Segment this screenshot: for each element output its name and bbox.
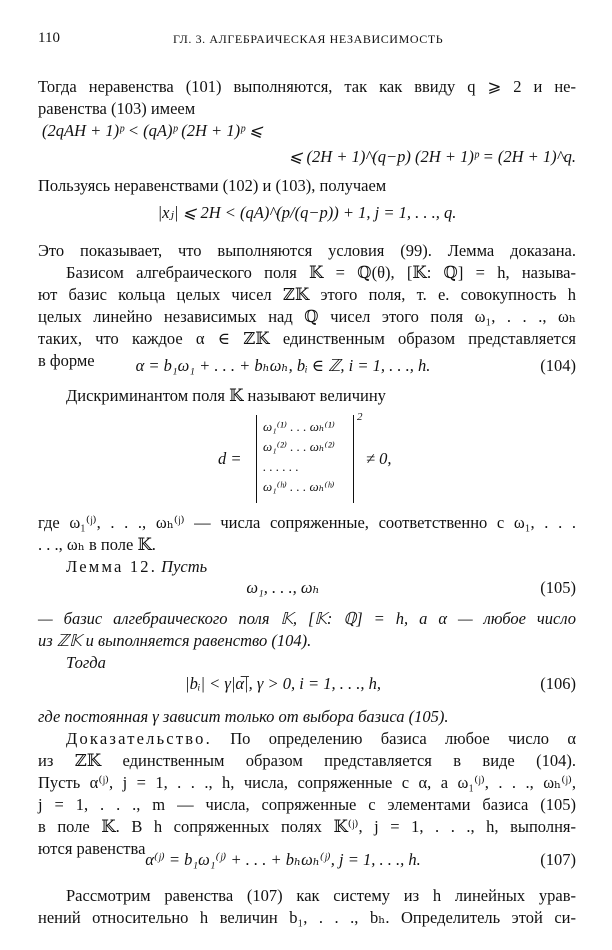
proof-paragraph [38, 728, 576, 860]
paragraph-linear-system [38, 885, 576, 929]
lemma-pust: Пусть [161, 557, 208, 576]
text-line: ются равенства [38, 839, 146, 858]
equation-line: (2qAH + 1)ᵖ < (qA)ᵖ (2H + 1)ᵖ ⩽ [42, 121, 263, 140]
equation-107 [38, 850, 576, 876]
equation-body: ω₁, . . ., ωₕ [246, 578, 320, 597]
equation-number: (104) [540, 356, 576, 375]
equation-body: |xⱼ| ⩽ 2H < (qA)^(p/(q−p)) + 1, j = 1, . . ., q. [157, 203, 457, 222]
text-line: — базис алгебраического поля 𝕂, [𝕂: ℚ] = h, а α — любое число [38, 609, 576, 628]
text-line: Это показывает, что выполняются условия (99). Лемма доказана. [38, 241, 576, 260]
page-header [38, 30, 576, 52]
text-line: ют базис кольца целых чисел ℤ𝕂 этого поля, т. е. совокупность h [38, 285, 576, 304]
text-line: в форме [38, 351, 95, 370]
text-line: j = 1, . . ., m — числа, сопряженные с элементами базиса (105) [38, 795, 576, 814]
equation-body: α = b₁ω₁ + . . . + bₕωₕ, bᵢ ∈ ℤ, i = 1, . . ., h. [135, 356, 431, 375]
equation-105 [38, 578, 576, 604]
determinant-rhs: ≠ 0, [366, 449, 392, 468]
text-line: Дискриминантом поля 𝕂 называют величину [66, 386, 386, 405]
equation-106 [38, 674, 576, 700]
text-line: По определению базиса любое число α [230, 729, 577, 748]
discriminant-determinant [218, 411, 418, 505]
text-line: . . ., ωₕ в поле 𝕂. [38, 535, 156, 554]
text-line: Тогда неравенства (101) выполняются, так как ввиду q ⩾ 2 и не- [38, 77, 576, 96]
text-line: Пользуясь неравенствами (102) и (103), получаем [38, 176, 387, 195]
running-title: ГЛ. 3. АЛГЕБРАИЧЕСКАЯ НЕЗАВИСИМОСТЬ [173, 32, 444, 46]
lemma-12-constant-note [38, 706, 576, 728]
text-line: в поле 𝕂. В h сопряженных полях 𝕂⁽ʲ⁾, j = 1, . . ., h, выполня- [38, 817, 576, 836]
text-line: где ω₁⁽ʲ⁾, . . ., ωₕ⁽ʲ⁾ — числа сопряженные, соответственно с ω₁, . . . [38, 513, 576, 532]
text-line: таких, что каждое α ∈ ℤ𝕂 единственным образом представляется [38, 329, 576, 348]
text-line: Рассмотрим равенства (107) как систему из h линейных урав- [66, 886, 576, 905]
lemma-12-statement [38, 608, 576, 674]
equation-body: α⁽ʲ⁾ = b₁ω₁⁽ʲ⁾ + . . . + bₕωₕ⁽ʲ⁾, j = 1, . . ., h. [145, 850, 421, 869]
text-line: из ℤ𝕂 и выполняется равенство (104). [38, 631, 312, 650]
lemma-12-heading [38, 556, 576, 578]
determinant-exponent: 2 [357, 411, 363, 423]
paragraph-lemma-proved [38, 240, 576, 262]
equation-104 [38, 356, 576, 382]
text-line: равенства (103) имеем [38, 99, 196, 118]
text-line: Пусть α⁽ʲ⁾, j = 1, . . ., h, числа, сопряженные с α, а ω₁⁽ʲ⁾, . . ., ωₕ⁽ʲ⁾, [38, 773, 576, 792]
paragraph-inequalities-intro [38, 76, 576, 120]
equation-line: ⩽ (2H + 1)^(q−p) (2H + 1)ᵖ = (2H + 1)^q. [288, 147, 576, 166]
text-line: Тогда [66, 653, 106, 672]
determinant-lhs: d = [218, 449, 242, 468]
text-line: из ℤ𝕂 единственным образом представляется в виде (104). [38, 751, 576, 770]
paragraph-discriminant-definition [38, 385, 576, 407]
matrix-row: ω₁⁽ʰ⁾ . . . ωₕ⁽ʰ⁾ [263, 479, 335, 494]
equation-number: (107) [540, 850, 576, 869]
page-number: 110 [38, 30, 60, 46]
matrix-row: ω₁⁽¹⁾ . . . ωₕ⁽¹⁾ [263, 419, 335, 434]
text-line: где постоянная γ зависит только от выбора базиса (105). [38, 707, 449, 726]
paragraph-using-inequalities [38, 175, 576, 197]
equation-number: (106) [540, 674, 576, 693]
text-line: нений относительно h величин b₁, . . ., bₕ. Определитель этой си- [38, 908, 576, 927]
matrix-row: ω₁⁽²⁾ . . . ωₕ⁽²⁾ [263, 439, 335, 454]
matrix-row: . . . . . . [263, 459, 299, 474]
proof-label: Доказательство. [66, 729, 212, 748]
determinant-matrix [256, 415, 354, 503]
paragraph-conjugates [38, 512, 576, 556]
equation-x-bound [38, 203, 576, 229]
lemma-title: Лемма 12. [66, 557, 158, 576]
equation-power-inequality [38, 120, 576, 168]
text-line: целых линейно независимых над ℚ чисел этого поля ω₁, . . ., ωₕ [38, 307, 576, 326]
equation-body: |bᵢ| < γ|α̅|, γ > 0, i = 1, . . ., h, [185, 674, 381, 693]
text-line: Базисом алгебраического поля 𝕂 = ℚ(θ), [𝕂: ℚ] = h, называ- [66, 263, 576, 282]
equation-number: (105) [540, 578, 576, 597]
